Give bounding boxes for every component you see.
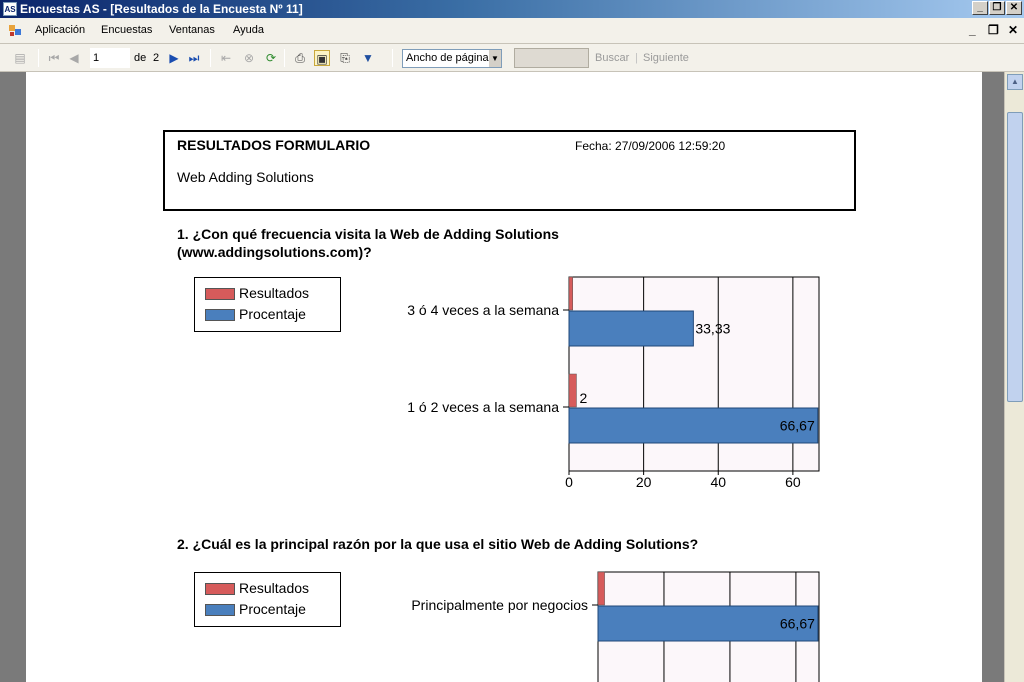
mdi-minimize-button[interactable]: _ [969, 23, 976, 37]
restore-button[interactable]: ❐ [989, 1, 1005, 15]
first-page-icon[interactable]: ⏮ [48, 51, 60, 65]
data-label-porcentaje: 33,33 [695, 320, 731, 337]
menu-aplicacion[interactable]: Aplicación [35, 24, 86, 36]
report-subtitle: Web Adding Solutions [177, 169, 314, 185]
close-button[interactable]: ✕ [1006, 1, 1022, 15]
bar-resultados [598, 572, 605, 605]
mdi-restore-button[interactable]: ❐ [988, 23, 999, 37]
next-page-icon[interactable]: ▶ [169, 51, 179, 65]
x-tick-label: 60 [785, 474, 801, 490]
previous-page-icon[interactable]: ◀ [69, 51, 79, 65]
minimize-button[interactable]: _ [972, 1, 988, 15]
legend-label-porcentaje: Procentaje [239, 601, 306, 617]
stop-icon[interactable]: ⊗ [243, 51, 255, 65]
question-1-line-1: 1. ¿Con qué frecuencia visita la Web de Adding Solutions [177, 226, 559, 242]
find-button[interactable]: Buscar [595, 52, 630, 64]
legend-label-resultados: Resultados [239, 580, 310, 596]
data-label-porcentaje: 66,67 [779, 615, 815, 632]
window-title: Encuestas AS - [Resultados de la Encuesta Nº 11] [20, 2, 303, 16]
zoom-value: Ancho de página [406, 52, 489, 64]
data-label-porcentaje: 66,67 [779, 417, 815, 434]
report-date: Fecha: 27/09/2006 12:59:20 [575, 139, 726, 153]
document-map-icon[interactable]: ▤ [14, 51, 26, 65]
x-tick-label: 20 [635, 474, 652, 490]
category-label: 1 ó 2 veces a la semana [407, 399, 559, 415]
page-setup-icon[interactable]: ⎘ [340, 51, 350, 65]
save-icon[interactable]: ▼ [362, 51, 374, 65]
back-icon[interactable]: ⇤ [220, 51, 232, 65]
chevron-down-icon[interactable]: ▼ [489, 50, 501, 67]
legend-label-resultados: Resultados [239, 285, 310, 301]
last-page-icon[interactable]: ⏭ [188, 51, 200, 65]
menu-ayuda[interactable]: Ayuda [233, 24, 264, 36]
legend-label-porcentaje: Procentaje [239, 306, 306, 322]
menu-ventanas[interactable]: Ventanas [169, 24, 215, 36]
total-pages-label: 2 [153, 52, 160, 64]
page-of-label: de [134, 52, 147, 64]
report-title: RESULTADOS FORMULARIO [177, 137, 371, 153]
menu-encuestas[interactable]: Encuestas [101, 24, 153, 36]
category-label: 3 ó 4 veces a la semana [407, 302, 559, 318]
scroll-up-icon[interactable]: ▲ [1007, 74, 1023, 90]
data-label-resultados: 2 [579, 390, 588, 406]
print-icon[interactable]: ⎙ [295, 51, 305, 65]
refresh-icon[interactable]: ⟳ [265, 51, 277, 65]
x-tick-label: 40 [710, 474, 727, 490]
print-layout-icon[interactable]: ▣ [314, 50, 330, 66]
find-separator: | [635, 52, 638, 64]
mdi-close-button[interactable]: ✕ [1008, 23, 1019, 37]
find-next-button[interactable]: Siguiente [643, 52, 689, 64]
question-1-line-2: (www.addingsolutions.com)? [177, 244, 372, 260]
question-2: 2. ¿Cuál es la principal razón por la que usa el sitio Web de Adding Solutions? [177, 536, 699, 552]
x-tick-label: 0 [565, 474, 573, 490]
category-label: Principalmente por negocios [411, 597, 588, 613]
app-icon: AS [3, 2, 17, 16]
